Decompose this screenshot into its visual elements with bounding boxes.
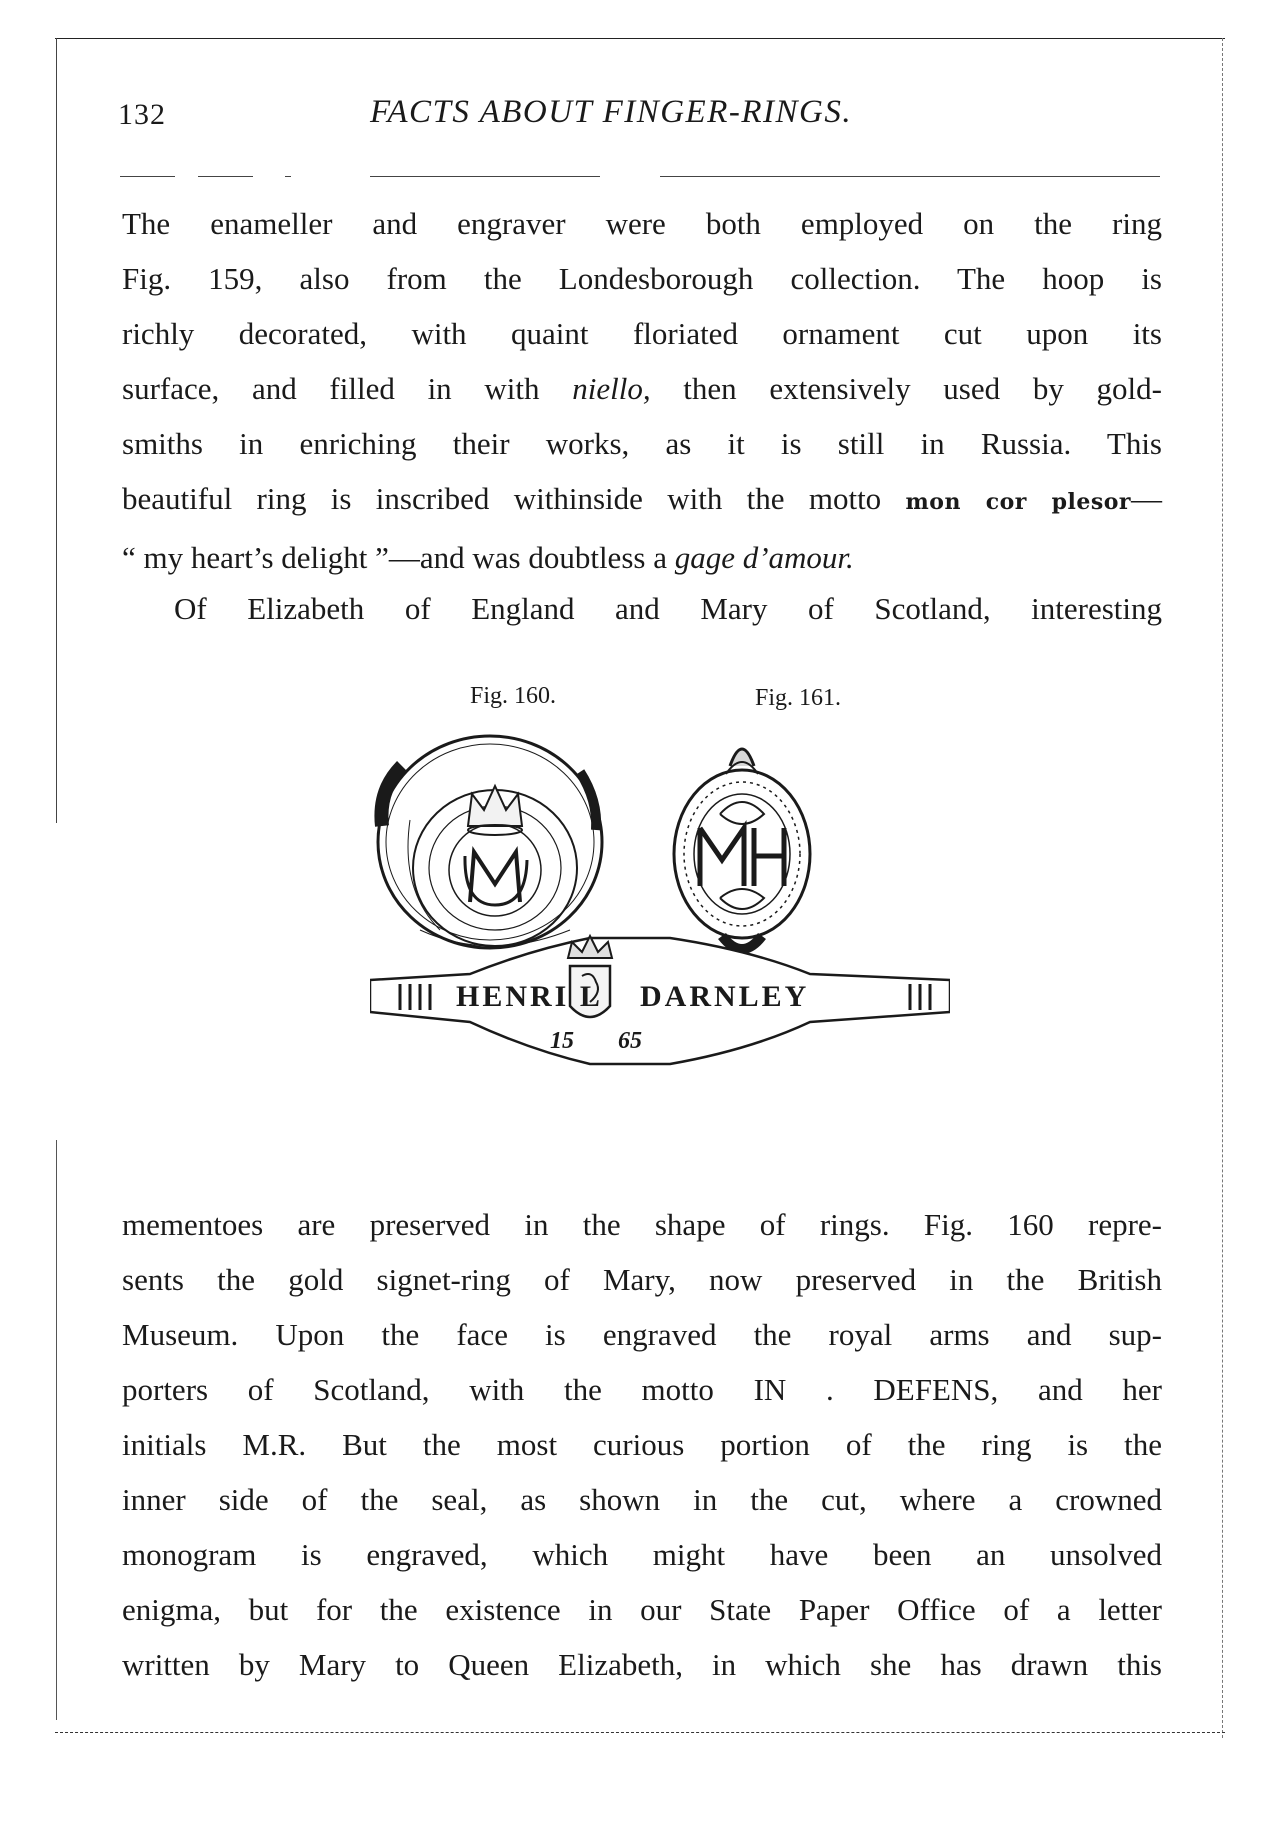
ring-illustration <box>370 730 950 1120</box>
paragraph-1 <box>122 196 1162 585</box>
text-line <box>122 471 1162 530</box>
inscription-henri: HENRI L <box>456 980 603 1013</box>
fig-161-ring <box>674 749 810 949</box>
text-fragment: then extensively used by gold- <box>650 371 1162 406</box>
text-line: enigma, but for the existence in our State Paper Office of a letter <box>122 1592 1162 1627</box>
text-line: initials M.R. But the most curious portion of the ring is the <box>122 1427 1162 1462</box>
blackletter-motto: mon cor plesor <box>905 489 1131 515</box>
text-line: monogram is engraved, which might have been an unsolved <box>122 1537 1162 1572</box>
text-line: written by Mary to Queen Elizabeth, in which she has drawn this <box>122 1647 1162 1682</box>
text-line: inner side of the seal, as shown in the cut, where a crowned <box>122 1482 1162 1517</box>
text-line: The enameller and engraver were both employed on the ring <box>122 206 1162 241</box>
inscription-date-left: 15 <box>550 1028 574 1054</box>
text-line <box>122 530 1162 585</box>
text-fragment: “ my heart’s delight ”—and was doubtless a <box>122 540 675 575</box>
text-line: porters of Scotland, with the motto IN . DEFENS, and her <box>122 1372 1162 1407</box>
text-fragment: surface, and filled in with <box>122 371 573 406</box>
paragraph-2 <box>122 1197 1162 1692</box>
page-frame-bottom <box>55 1732 1225 1733</box>
italic-term: niello, <box>572 371 651 406</box>
text-line: Museum. Upon the face is engraved the royal arms and sup- <box>122 1317 1162 1352</box>
fig-160-ring <box>378 736 602 948</box>
running-title: FACTS ABOUT FINGER-RINGS. <box>370 94 853 130</box>
text-fragment: — <box>1130 481 1162 516</box>
text-line: Of Elizabeth of England and Mary of Scotland, interesting <box>174 591 1162 626</box>
text-line: smiths in enriching their works, as it is still in Russia. This <box>122 426 1162 461</box>
page-frame-right <box>1222 38 1223 1738</box>
page-frame-left <box>56 38 57 823</box>
fig-161-caption: Fig. 161. <box>755 685 842 711</box>
text-line: Fig. 159, also from the Londesborough collection. The hoop is <box>122 261 1162 296</box>
text-line: richly decorated, with quaint floriated ornament cut upon its <box>122 316 1162 351</box>
darnley-band <box>370 936 950 1064</box>
text-line <box>122 361 1162 416</box>
text-line: mementoes are preserved in the shape of rings. Fig. 160 repre- <box>122 1207 1162 1242</box>
page-frame-top <box>55 38 1225 39</box>
ring-engraving <box>370 730 950 1120</box>
page-number: 132 <box>118 98 166 131</box>
italic-term: gage d’amour. <box>674 540 854 575</box>
inscription-date-right: 65 <box>618 1028 642 1054</box>
text-fragment: beautiful ring is inscribed withinside with the motto <box>122 481 906 516</box>
paragraph-2-opening <box>122 581 1162 636</box>
inscription-darnley: DARNLEY <box>640 980 810 1013</box>
fig-160-caption: Fig. 160. <box>470 683 557 709</box>
text-line: sents the gold signet-ring of Mary, now preserved in the British <box>122 1262 1162 1297</box>
page-frame-left-lower <box>56 1140 57 1720</box>
